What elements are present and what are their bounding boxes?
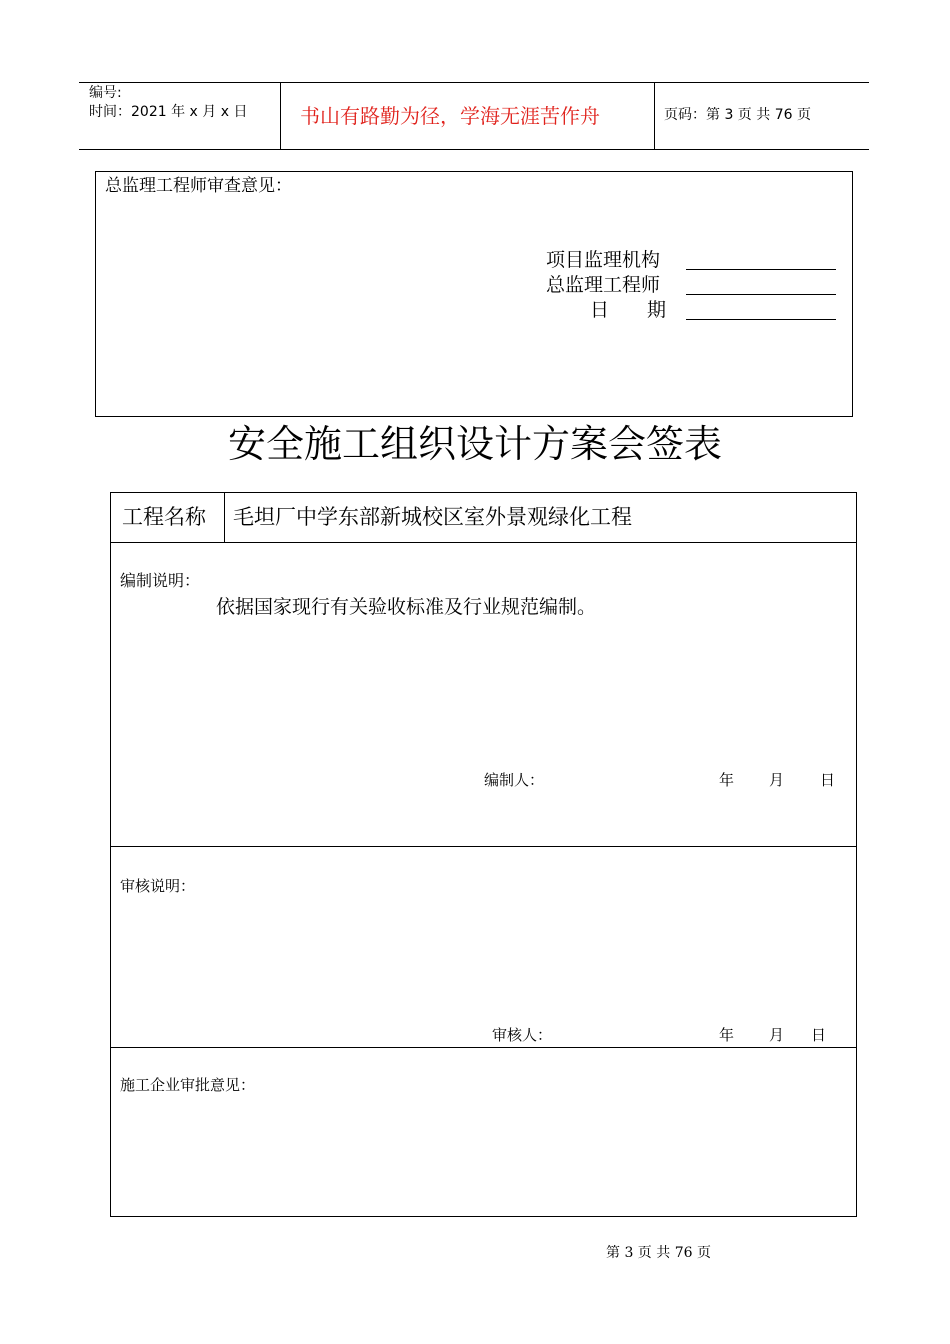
footer-page-text: 第 3 页 共 76 页: [606, 1245, 711, 1261]
header-page-info: 页码：第 3 页 共 76 页: [664, 107, 811, 123]
compile-year: 年: [719, 771, 735, 789]
audit-person-label: 审核人：: [492, 1026, 553, 1044]
compile-day: 日: [820, 771, 836, 789]
review-date-label: 日 期: [590, 299, 667, 321]
project-name-value: 毛坦厂中学东部新城校区室外景观绿化工程: [233, 505, 632, 529]
header-number-label: 编号:: [89, 85, 122, 101]
project-name-label: 工程名称: [122, 505, 206, 529]
approval-label: 施工企业审批意见：: [120, 1076, 256, 1094]
review-org-line: [686, 269, 836, 270]
form-row-divider-3: [110, 1047, 857, 1048]
audit-label: 审核说明：: [120, 877, 196, 895]
header-bottom-rule: [79, 149, 869, 150]
review-engineer-label: 总监理工程师: [546, 274, 661, 296]
audit-day: 日: [811, 1026, 827, 1044]
header-motto: 书山有路勤为径，学海无涯苦作舟: [300, 104, 600, 128]
header-divider-left: [280, 82, 281, 150]
header-time-label: 时间：2021 年 x 月 x 日: [89, 104, 248, 120]
compile-person-label: 编制人：: [484, 771, 545, 789]
form-row-divider-1: [110, 542, 857, 543]
review-engineer-line: [686, 294, 836, 295]
form-title: 安全施工组织设计方案会签表: [227, 422, 722, 466]
header-top-rule: [79, 82, 869, 83]
review-org-label: 项目监理机构: [546, 249, 661, 271]
header-divider-right: [654, 82, 655, 150]
compile-text: 依据国家现行有关验收标准及行业规范编制。: [216, 596, 597, 618]
review-date-line: [686, 319, 836, 320]
audit-year: 年: [719, 1026, 735, 1044]
form-row-divider-2: [110, 846, 857, 847]
form-name-divider: [224, 492, 225, 543]
compile-month: 月: [769, 771, 785, 789]
compile-label: 编制说明：: [120, 571, 201, 590]
review-title: 总监理工程师审查意见：: [105, 176, 292, 196]
audit-month: 月: [769, 1026, 785, 1044]
